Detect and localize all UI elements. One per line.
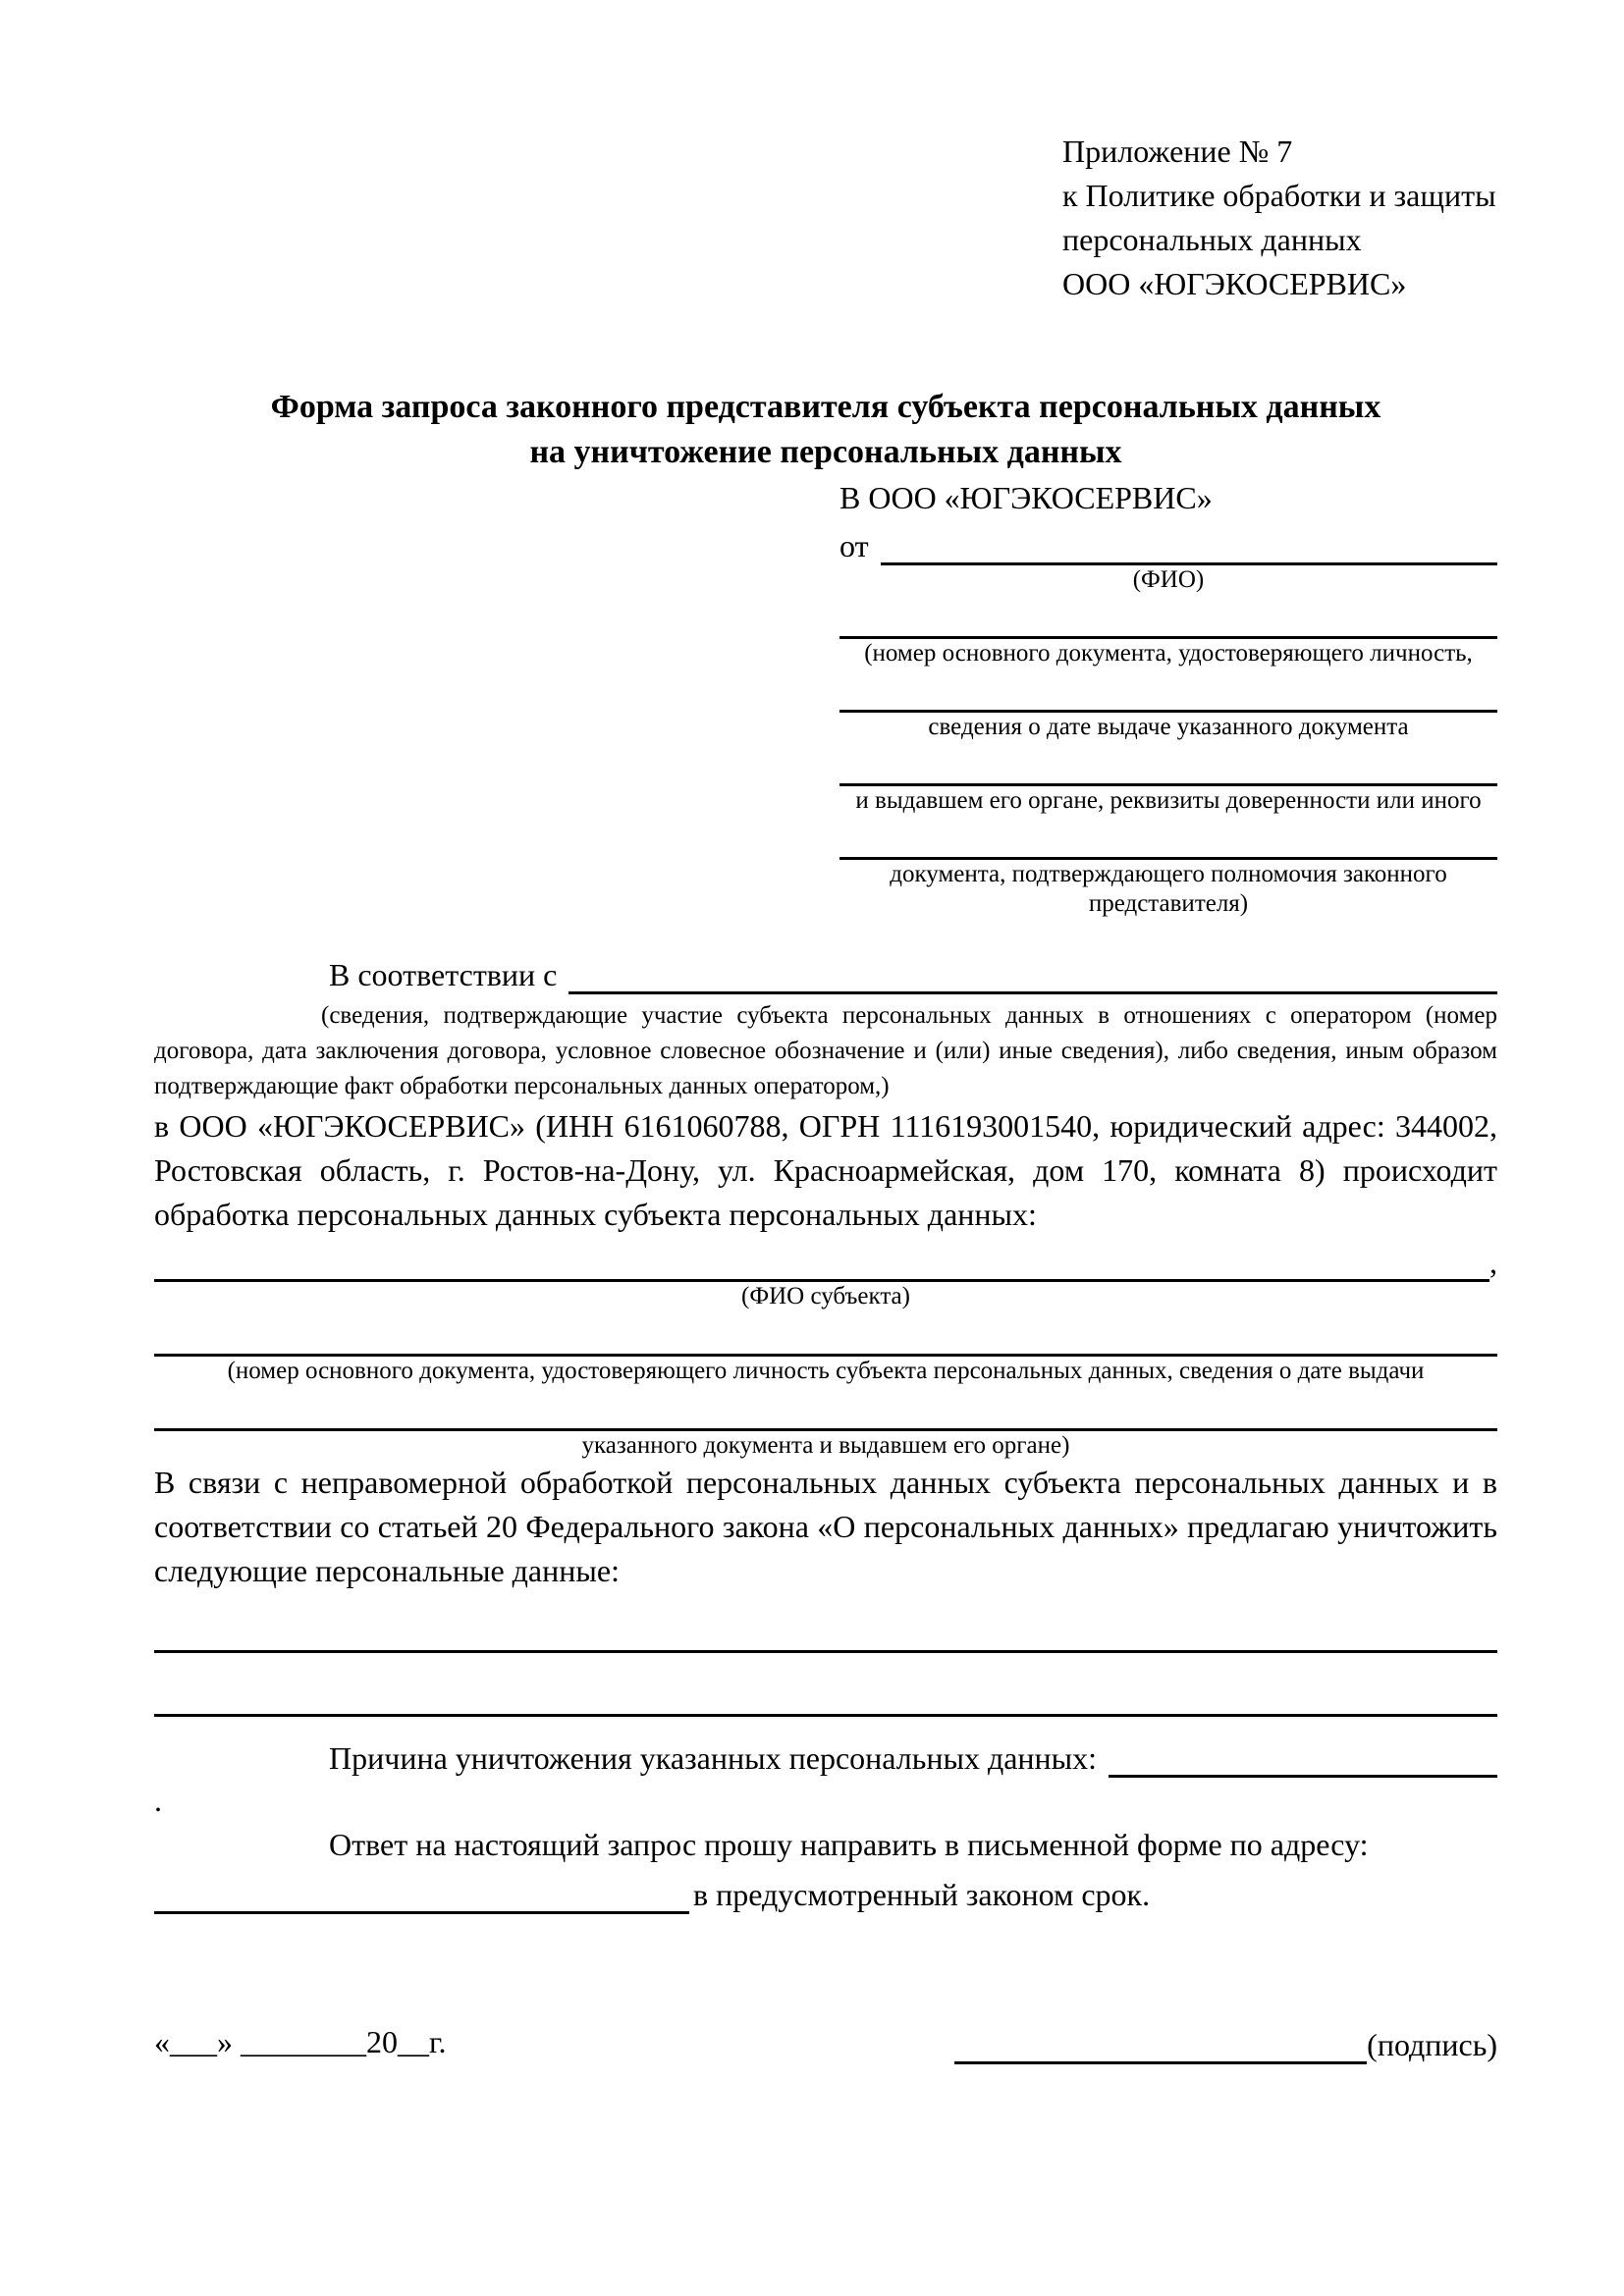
reason-blank-line [1109,1737,1497,1778]
representative-doc-field [839,595,1497,668]
reason-lead: Причина уничтожения указанных персональных данных: [329,1740,1098,1776]
subject-fio-caption: (ФИО субъекта) [741,1283,910,1309]
reason-row [154,1731,1497,1778]
from-row [839,520,1497,565]
date-line: «___» ________20__г. [154,2024,447,2059]
appendix-line-4: ООО «ЮГЭКОСЕРВИС» [1062,266,1407,301]
form-title [154,385,1497,475]
trailing-comma: , [1489,1245,1497,1280]
accordance-lead: В соответствии с [329,957,558,992]
demand-paragraph: В связи с неправомерной обработкой персональных данных субъекта персональных данных и в соответствии со статьей 20 Федерального закона «О персональных данных» предлагаю уничтожить следующие персональные данные: [154,1465,1497,1588]
field-blank-line [839,816,1497,860]
term-row [154,1867,1497,1914]
representative-doc-field [839,742,1497,816]
field-blank-line [839,742,1497,786]
accordance-row [154,948,1497,994]
representative-doc-field [839,668,1497,742]
footer-row [154,2020,1497,2064]
form-title-line-2: на уничтожение персональных данных [529,434,1122,470]
data-blank-line-2 [154,1653,1497,1717]
accordance-blank-line [568,954,1497,994]
signature-blank-line [954,2024,1367,2064]
data-blank-line-1 [154,1593,1497,1653]
term-text: в предусмотренный законом срок. [693,1877,1151,1912]
appendix-line-2: к Политике обработки и защиты [1062,178,1496,213]
operator-paragraph: в ООО «ЮГЭКОСЕРВИС» (ИНН 6161060788, ОГРН 1116193001540, юридический адрес: 344002, Ростовская область, г. Ростов-на-Дону, ул. Красноармейская, дом 170, комната 8) происходит обработка персональных данных субъекта персональных данных: [154,1108,1497,1232]
from-label: от [839,528,869,563]
signature-group [954,2024,1497,2064]
subject-doc-caption-2: указанного документа и выдавшем его органе) [581,1432,1070,1459]
subject-doc-blank-line-2 [154,1386,1497,1431]
signature-caption: (подпись) [1367,2027,1497,2062]
field-caption: сведения о дате выдаче указанного документа [928,714,1409,740]
from-blank-line [881,525,1497,565]
field-caption: (номер основного документа, удостоверяющего личность, [864,640,1473,667]
field-blank-line [839,595,1497,639]
appendix-block [1062,130,1497,306]
appendix-line-3: персональных данных [1062,222,1362,257]
fineprint-note: (сведения, подтверждающие участие субъекта персональных данных в отношениях с оператором (номер договора, дата заключения договора, условное словесное обозначение и (или) иные сведения), либо сведения, иным образом подтверждающие факт обработки персональных данных оператором,) [154,1002,1497,1099]
representative-doc-field [839,816,1497,919]
answer-paragraph: Ответ на настоящий запрос прошу направить в письменной форме по адресу: [329,1827,1369,1862]
appendix-line-1: Приложение № 7 [1062,133,1293,169]
address-blank-line [154,1874,689,1914]
subject-doc-caption-1: (номер основного документа, удостоверяющего личность субъекта персональных данных, сведения о дате выдачи [227,1358,1425,1384]
form-title-line-1: Форма запроса законного представителя субъекта персональных данных [270,389,1381,425]
body-section [154,948,1497,2064]
fio-caption: (ФИО) [1132,566,1205,593]
reason-continuation-row [154,1778,1497,1823]
subject-doc-blank-line-1 [154,1311,1497,1357]
field-caption: документа, подтверждающего полномочия законного представителя) [890,861,1447,917]
addressee-block [839,475,1497,919]
subject-fio-row [154,1237,1497,1282]
subject-fio-blank-line [154,1242,1489,1282]
addressee-to: В ООО «ЮГЭКОСЕРВИС» [839,480,1213,515]
field-caption: и выдавшем его органе, реквизиты доверенности или иного [855,787,1482,814]
field-blank-line [839,668,1497,713]
trailing-period: . [154,1783,162,1818]
